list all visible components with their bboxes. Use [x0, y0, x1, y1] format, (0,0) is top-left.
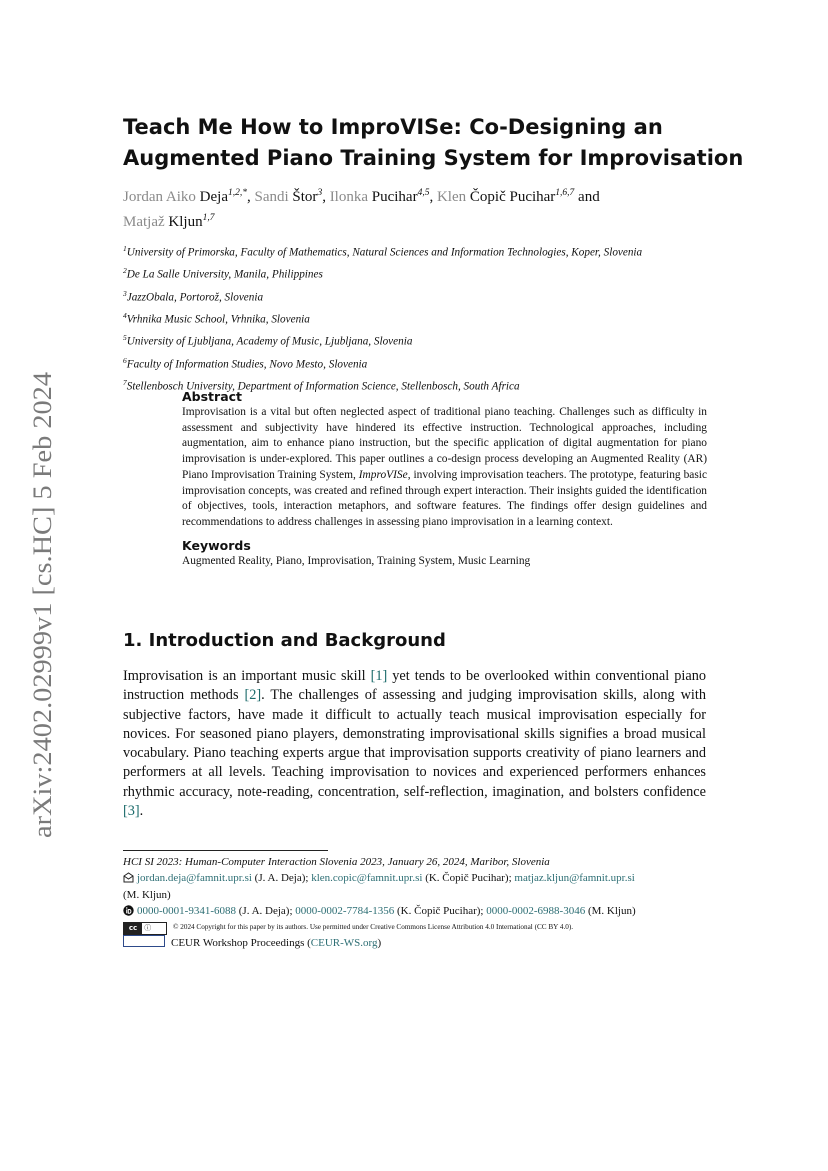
author: [255, 189, 330, 205]
abstract-text-part: Improvisation is a vital but often neglected aspect of traditional piano teaching. Challenges such as difficulty in assessment and subjectivity have hindered its effective instruction. Technological approaches, including augmentation, aim to enhance piano instruction, but the specific application of digital augmentation for piano improvisation is under-explored. This paper outlines a co-design process developing an Augmented Reality (AR) Piano Improvisation Training System,: [182, 406, 707, 481]
orcid-link[interactable]: 0000-0002-6988-3046: [486, 904, 586, 917]
author-marks: 1,6,7: [555, 188, 575, 198]
license-text: © 2024 Copyright for this paper by its authors. Use permitted under Creative Commons License Attribution 4.0 International (CC BY 4.0).: [173, 923, 574, 931]
email-owner: (K. Čopič Pucihar);: [422, 871, 515, 884]
author-separator: and: [574, 189, 600, 205]
affiliation-text: JazzObala, Portorož, Slovenia: [126, 291, 264, 304]
email-link[interactable]: matjaz.kljun@famnit.upr.si: [514, 871, 635, 884]
author-separator: ,: [322, 189, 330, 205]
orcid-row: [123, 904, 723, 922]
title-line-1: Teach Me How to ImproVISe: Co-Designing an: [123, 115, 663, 139]
license-row: [123, 921, 723, 935]
ceur-link[interactable]: CEUR-WS.org: [310, 937, 378, 949]
affiliation-text: Faculty of Information Studies, Novo Mesto, Slovenia: [126, 358, 368, 371]
author-given-name: Matjaž: [123, 214, 165, 230]
affiliation-number: 1: [123, 244, 127, 253]
abstract-block: [182, 388, 707, 569]
affiliation-number: 4: [123, 310, 127, 320]
affiliation-text: University of Ljubljana, Academy of Music, Ljubljana, Slovenia: [126, 336, 413, 349]
abstract-text: [182, 405, 707, 531]
orcid-owner: (J. A. Deja);: [236, 904, 296, 917]
author-marks: 3: [317, 188, 323, 198]
citation-link[interactable]: [2]: [244, 687, 262, 704]
affiliation-number: 5: [123, 333, 127, 343]
affiliation-list: [123, 240, 763, 396]
author-separator: ,: [429, 189, 437, 205]
affiliation-number: 7: [123, 377, 127, 387]
orcid-link[interactable]: 0000-0002-7784-1356: [295, 904, 395, 917]
intro-text: Improvisation is an important music skill: [123, 668, 371, 684]
author-family-name: Čopič Pucihar: [469, 189, 556, 205]
affiliation-number: 2: [123, 266, 127, 276]
affiliation-number: 6: [123, 355, 127, 365]
author: [330, 189, 437, 205]
proceedings-row: [123, 935, 723, 952]
arxiv-stamp-text: arXiv:2402.02999v1 [cs.HC] 5 Feb 2024: [28, 410, 57, 838]
email-owner: (J. A. Deja);: [251, 871, 312, 884]
keywords-text: Augmented Reality, Piano, Improvisation, Training System, Music Learning: [182, 554, 531, 567]
intro-paragraph: [123, 667, 706, 821]
email-owner: (M. Kljun): [123, 889, 171, 901]
intro-text: yet tends to be overlooked within conventional piano instruction methods: [123, 668, 706, 704]
affiliation-text: Stellenbosch University, Department of Information Science, Stellenbosch, South Africa: [126, 380, 520, 393]
author: [123, 189, 255, 205]
citation-link[interactable]: [1]: [370, 668, 388, 684]
envelope-icon: [123, 872, 134, 889]
system-name: ImproVISe: [358, 468, 408, 481]
abstract-heading: Abstract: [182, 389, 243, 404]
author: [123, 214, 214, 230]
email-row: [123, 871, 723, 889]
affiliation-number: 3: [123, 288, 127, 298]
affiliation-text: De La Salle University, Manila, Philippines: [126, 269, 323, 282]
affiliation: [123, 262, 763, 284]
author: [437, 189, 600, 205]
author-given-name: Jordan Aiko: [123, 189, 196, 205]
affiliation: [123, 329, 763, 351]
affiliation: [123, 240, 763, 262]
author-list: [123, 183, 743, 233]
affiliation: [123, 307, 763, 329]
arxiv-stamp: [22, 370, 60, 840]
paper-title: [123, 112, 763, 174]
orcid-icon: [123, 905, 134, 922]
author-family-name: Kljun: [168, 214, 203, 230]
abstract-text-part: , involving improvisation teachers. The prototype, featuring basic improvisation concepts, was created and refined through expert interaction. Their insights guided the identification of objectives, tools, interaction metaphors, and software features. The findings offer design guidelines and recommendations to address challenges in assessing piano improvisation in a learning context.: [182, 468, 707, 528]
keywords-heading: Keywords: [182, 537, 251, 553]
author-family-name: Pucihar: [371, 189, 418, 205]
orcid-owner: (M. Kljun): [585, 904, 636, 917]
author-family-name: Štor: [292, 189, 318, 205]
proceedings-text: ): [377, 937, 382, 949]
author-marks: 1,7: [202, 213, 215, 223]
affiliation: [123, 285, 763, 307]
intro-text: . The challenges of assessing and judging improvisation skills, along with subjective factors, have made it difficult to actually teach musical improvisation especially for novices. For seasoned piano players, demonstrating improvisational skills signifies a broad musical vocabulary. Piano teaching experts argue that improvisation supports creativity of piano learners and performers at all levels. Teaching improvisation to novices and experienced performers enhances rhythmic accuracy, note-reading, concentration, self-reflection, imagination, and bolsters confidence: [123, 687, 706, 800]
footnotes: [123, 855, 723, 952]
ceur-logo-icon: [123, 935, 165, 947]
author-marks: 1,2,*: [228, 188, 247, 198]
title-line-2: Augmented Piano Training System for Improvisation: [123, 146, 744, 170]
footnote-rule: [123, 850, 328, 851]
orcid-link[interactable]: 0000-0001-9341-6088: [137, 904, 236, 917]
author-given-name: Klen: [436, 189, 467, 205]
author-separator: ,: [247, 189, 255, 205]
intro-text: .: [139, 803, 144, 820]
affiliation-text: Vrhnika Music School, Vrhnika, Slovenia: [126, 313, 310, 326]
citation-link[interactable]: [3]: [123, 803, 140, 820]
orcid-owner: (K. Čopič Pucihar);: [394, 904, 487, 917]
email-link[interactable]: jordan.deja@famnit.upr.si: [137, 871, 252, 884]
author-marks: 4,5: [417, 188, 430, 198]
conference-note: HCI SI 2023: Human-Computer Interaction Slovenia 2023, January 26, 2024, Maribor, Slovenia: [123, 856, 550, 868]
author-given-name: Sandi: [254, 189, 289, 205]
affiliation: [123, 352, 763, 374]
affiliation-text: University of Primorska, Faculty of Mathematics, Natural Sciences and Information Technologies, Koper, Slovenia: [126, 246, 643, 259]
cc-by-badge-icon: cc ⓘ: [123, 922, 167, 935]
section-heading: 1. Introduction and Background: [123, 630, 446, 651]
author-given-name: Ilonka: [329, 189, 369, 205]
proceedings-text: CEUR Workshop Proceedings (: [171, 937, 311, 949]
author-family-name: Deja: [199, 189, 228, 205]
email-link[interactable]: klen.copic@famnit.upr.si: [311, 871, 423, 884]
